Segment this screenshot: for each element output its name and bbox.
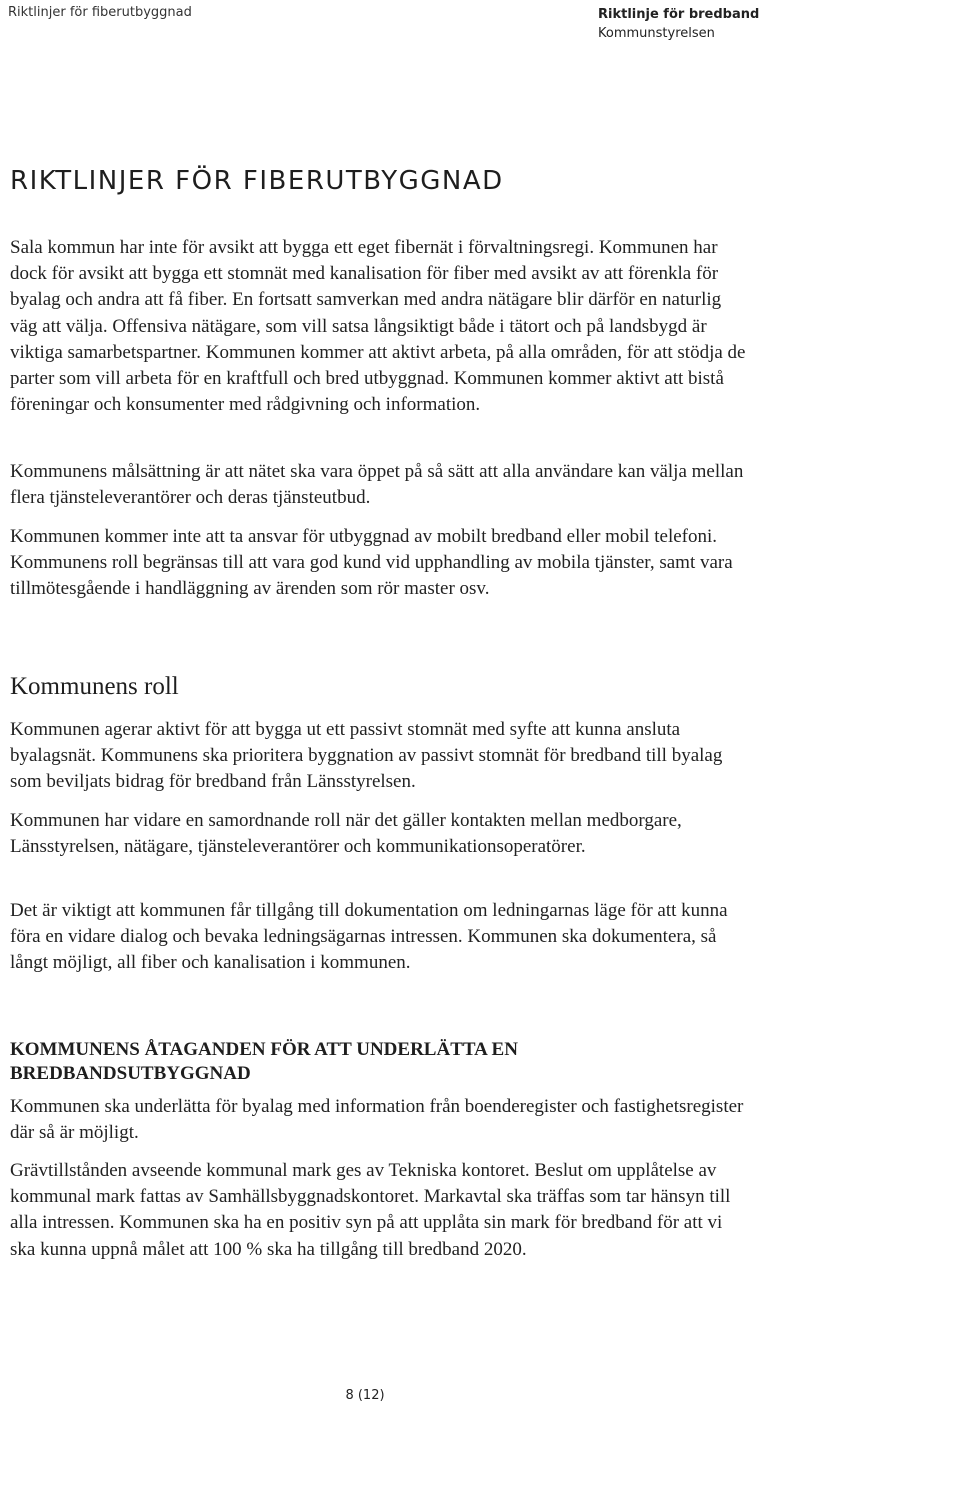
role-paragraph-1: Kommunen agerar aktivt för att bygga ut ett passivt stomnät med syfte att kunna ansluta byalagsnät. Kommunens ska prioritera byggnation av passivt stomnät för bredband till byalag som beviljats bidrag för bredband från Länsstyrelsen. [10,719,723,793]
commitments-paragraph-1: Kommunen ska underlätta för byalag med information från boenderegister och fastighetsregister där så är möjligt. [10,1096,744,1144]
commitments-paragraph-2-block [10,1158,750,1263]
role-paragraph-2: Kommunen har vidare en samordnande roll när det gäller kontakten mellan medborgare, Länsstyrelsen, nätägare, tjänsteleverantörer och kommunikationsoperatörer. [10,810,682,858]
role-paragraph-1-block [10,717,750,796]
running-header-left: Riktlinjer för fiberutbyggnad [8,5,192,20]
page-number: 8 (12) [345,1388,385,1403]
intro-paragraph-1-block [10,235,750,418]
intro-paragraph-2: Kommunens målsättning är att nätet ska vara öppet på så sätt att alla användare kan välja mellan flera tjänsteleverantörer och deras tjänsteutbud. [10,461,744,509]
intro-paragraph-3: Kommunen kommer inte att ta ansvar för utbyggnad av mobilt bredband eller mobil telefoni. Kommunens roll begränsas till att vara god kund vid upphandling av mobila tjänster, samt vara tillmötesgående i handläggning av ärenden som rör master osv. [10,526,733,600]
commitments-paragraph-2: Grävtillstånden avseende kommunal mark ges av Tekniska kontoret. Beslut om upplåtelse av kommunal mark fattas av Samhällsbyggnadskontoret. Markavtal ska träffas som tar hänsyn till alla intressen. Kommunen ska ha en positiv syn på att upplåta sin mark för bredband för att vi ska kunna uppnå målet att 100 % ska ha tillgång till bredband 2020. [10,1160,731,1260]
role-paragraph-3-block [10,898,750,977]
document-title: RIKTLINJER FÖR FIBERUTBYGGNAD [10,166,504,196]
section-heading-role: Kommunens roll [10,673,179,700]
intro-paragraph-3-block [10,524,750,603]
section-role-heading-block [10,673,750,701]
running-header-doc-title: Riktlinje för bredband [598,7,760,22]
running-header-department: Kommunstyrelsen [598,26,715,41]
commitments-paragraph-1-block [10,1094,750,1146]
section-commitments-heading-block [10,1038,750,1086]
running-header-right [598,5,759,43]
role-paragraph-3: Det är viktigt att kommunen får tillgång till dokumentation om ledningarnas läge för att kunna föra en vidare dialog och bevaka ledningsägarnas intressen. Kommunen ska dokumentera, så långt möjligt, all fiber och kanalisation i kommunen. [10,900,728,974]
role-paragraph-2-block [10,808,750,860]
intro-paragraph-1: Sala kommun har inte för avsikt att bygga ett eget fibernät i förvaltningsregi. Kommunen har dock för avsikt att bygga ett stomnät med kanalisation för fiber med avsikt av att förenkla för byalag och andra att få fiber. En fortsatt samverkan med andra nätägare blir därför en naturlig väg att välja. Offensiva nätägare, som vill satsa långsiktigt både i tätort och på landsbygd är viktiga samarbetspartner. Kommunen kommer att aktivt arbeta, på alla områden, för att stödja de parter som vill arbeta för en kraftfull och bred utbyggnad. Kommunen kommer aktivt att bistå föreningar och konsumenter med rådgivning och information. [10,237,746,416]
intro-paragraph-2-block [10,459,750,511]
section-heading-commitments: KOMMUNENS ÅTAGANDEN FÖR ATT UNDERLÄTTA EN BREDBANDSUTBYGGNAD [10,1039,518,1084]
